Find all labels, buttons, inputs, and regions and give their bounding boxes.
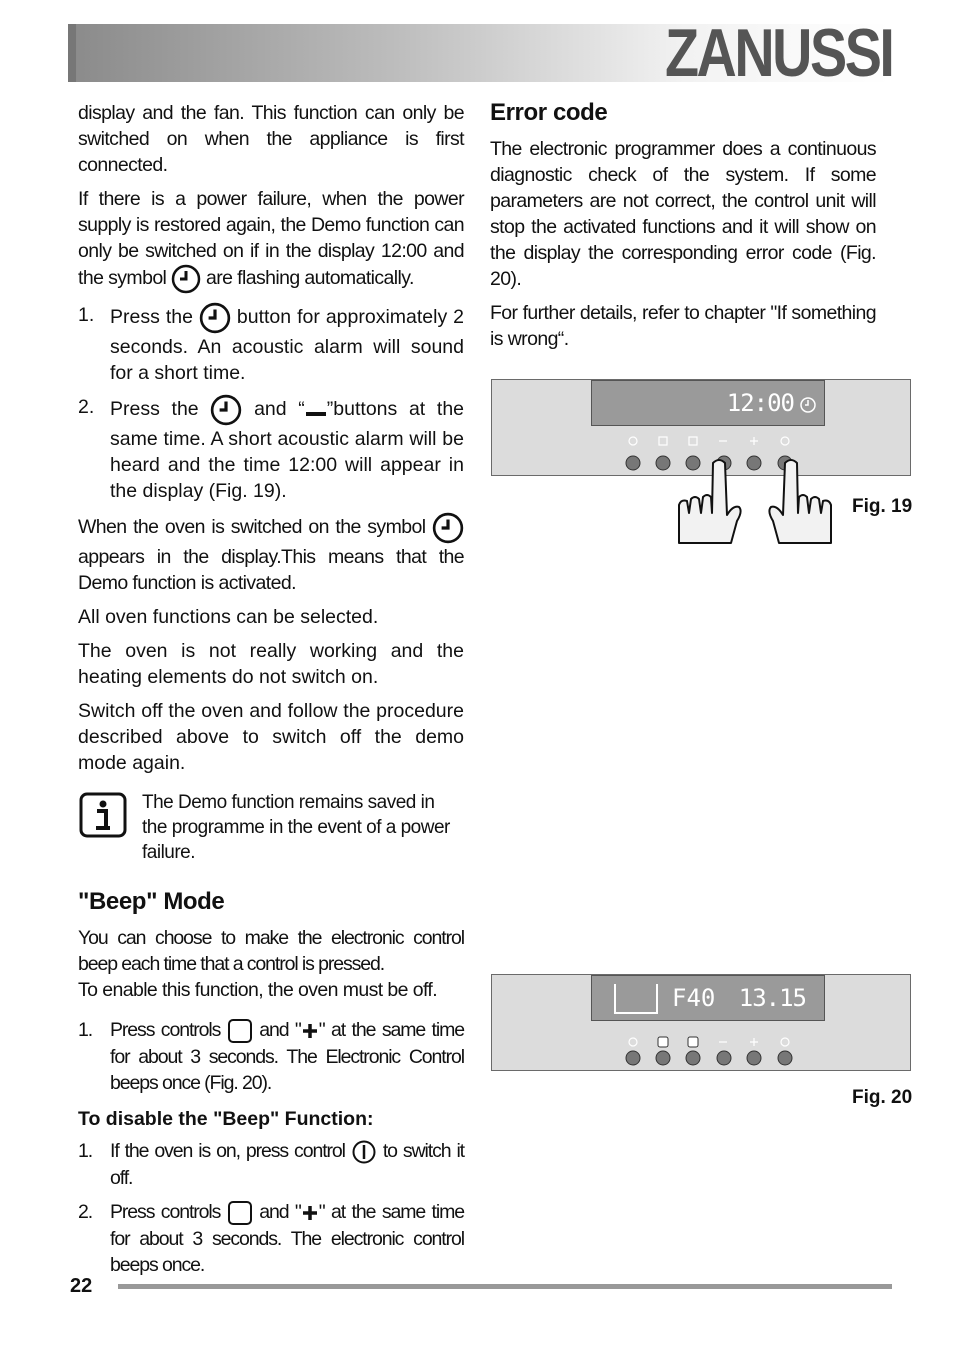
display-error-code: F40 xyxy=(672,984,716,1012)
hands-pressing-illustration xyxy=(675,455,835,545)
paragraph-power-failure xyxy=(78,186,464,294)
error-code-heading: Error code xyxy=(490,99,608,126)
plus-icon xyxy=(301,1204,319,1222)
square-button-icon xyxy=(227,1200,253,1226)
footer-divider xyxy=(118,1284,892,1289)
info-note xyxy=(78,790,464,865)
disable-steps-list xyxy=(78,1138,464,1278)
clock-icon xyxy=(432,512,464,544)
panel-controls xyxy=(492,975,912,1072)
left-column xyxy=(78,100,464,1286)
clock-icon xyxy=(171,264,201,294)
paragraph-functions: All oven functions can be selected. xyxy=(78,606,379,628)
beep-steps-list xyxy=(78,1017,464,1096)
list-item: 2. Press controls and " " at the same time for about 3 seconds. The electronic control beeps once. xyxy=(78,1200,464,1276)
brand-logo: ZANUSSI xyxy=(664,15,892,91)
fig20-label: Fig. 20 xyxy=(852,1087,913,1108)
clock-icon xyxy=(210,394,242,426)
list-item: 2. Press the and “ ”buttons at the same time. A short acoustic alarm will be heard and the time 12:00 will appear in the display (Fig. 19). xyxy=(78,396,465,502)
disable-beep-heading: To disable the "Beep" Function: xyxy=(78,1107,374,1130)
demo-steps-list xyxy=(78,302,464,504)
plus-icon xyxy=(301,1022,319,1040)
info-icon xyxy=(78,790,128,840)
paragraph-demo-active: When the oven is switched on the symbol appears in the display.This means that the Demo function is activated. xyxy=(78,512,464,596)
paragraph-beep-enable: To enable this function, the oven must be off. xyxy=(78,979,438,1001)
paragraph-error-details: For further details, refer to chapter "If something is wrong“. xyxy=(490,302,876,350)
info-note-text: The Demo function remains saved in the programme in the event of a power failure. xyxy=(142,792,450,863)
list-item: 1. If the oven is on, press control to switch it off. xyxy=(78,1139,465,1189)
square-button-icon xyxy=(227,1018,253,1044)
control-panel-fig20 xyxy=(491,974,911,1071)
power-failure-text: If there is a power failure, when the power supply is restored again, the Demo function can only be switched on if in the display 12:00 and the symbol xyxy=(78,188,464,290)
paragraph-intro: display and the fan. This function can only be switched on when the appliance is first connected. xyxy=(78,102,464,176)
header-bar-accent xyxy=(68,24,76,82)
right-column xyxy=(490,100,876,360)
display-time: 12:00 xyxy=(726,389,794,417)
minus-icon xyxy=(305,403,327,417)
paragraph-error-diagnostic: The electronic programmer does a continuous diagnostic check of the system. If some parameters are not correct, the control unit will stop the activated functions and it will show on the display the corresponding error code (Fig. 20). xyxy=(490,138,876,290)
display-time: 13.15 xyxy=(738,984,806,1012)
paragraph-not-working: The oven is not really working and the heating elements do not switch on. xyxy=(78,640,464,688)
list-item: 1. Press controls and " " at the same time for about 3 seconds. The Electronic Control beeps once (Fig. 20). xyxy=(78,1019,464,1094)
page-number: 22 xyxy=(70,1275,93,1297)
paragraph-switch-off: Switch off the oven and follow the procedure described above to switch off the demo mode again. xyxy=(78,700,464,774)
power-icon xyxy=(351,1139,377,1165)
fig19-label: Fig. 19 xyxy=(852,496,913,517)
beep-mode-heading: "Beep" Mode xyxy=(78,888,225,915)
paragraph-beep-intro: You can choose to make the electronic control beep each time that a control is pressed. xyxy=(78,927,464,975)
clock-icon xyxy=(199,302,231,334)
list-item: 1. Press the button for approximately 2 seconds. An acoustic alarm will sound for a short time. xyxy=(78,304,465,384)
power-failure-tail: are flashing automatically. xyxy=(205,267,414,290)
